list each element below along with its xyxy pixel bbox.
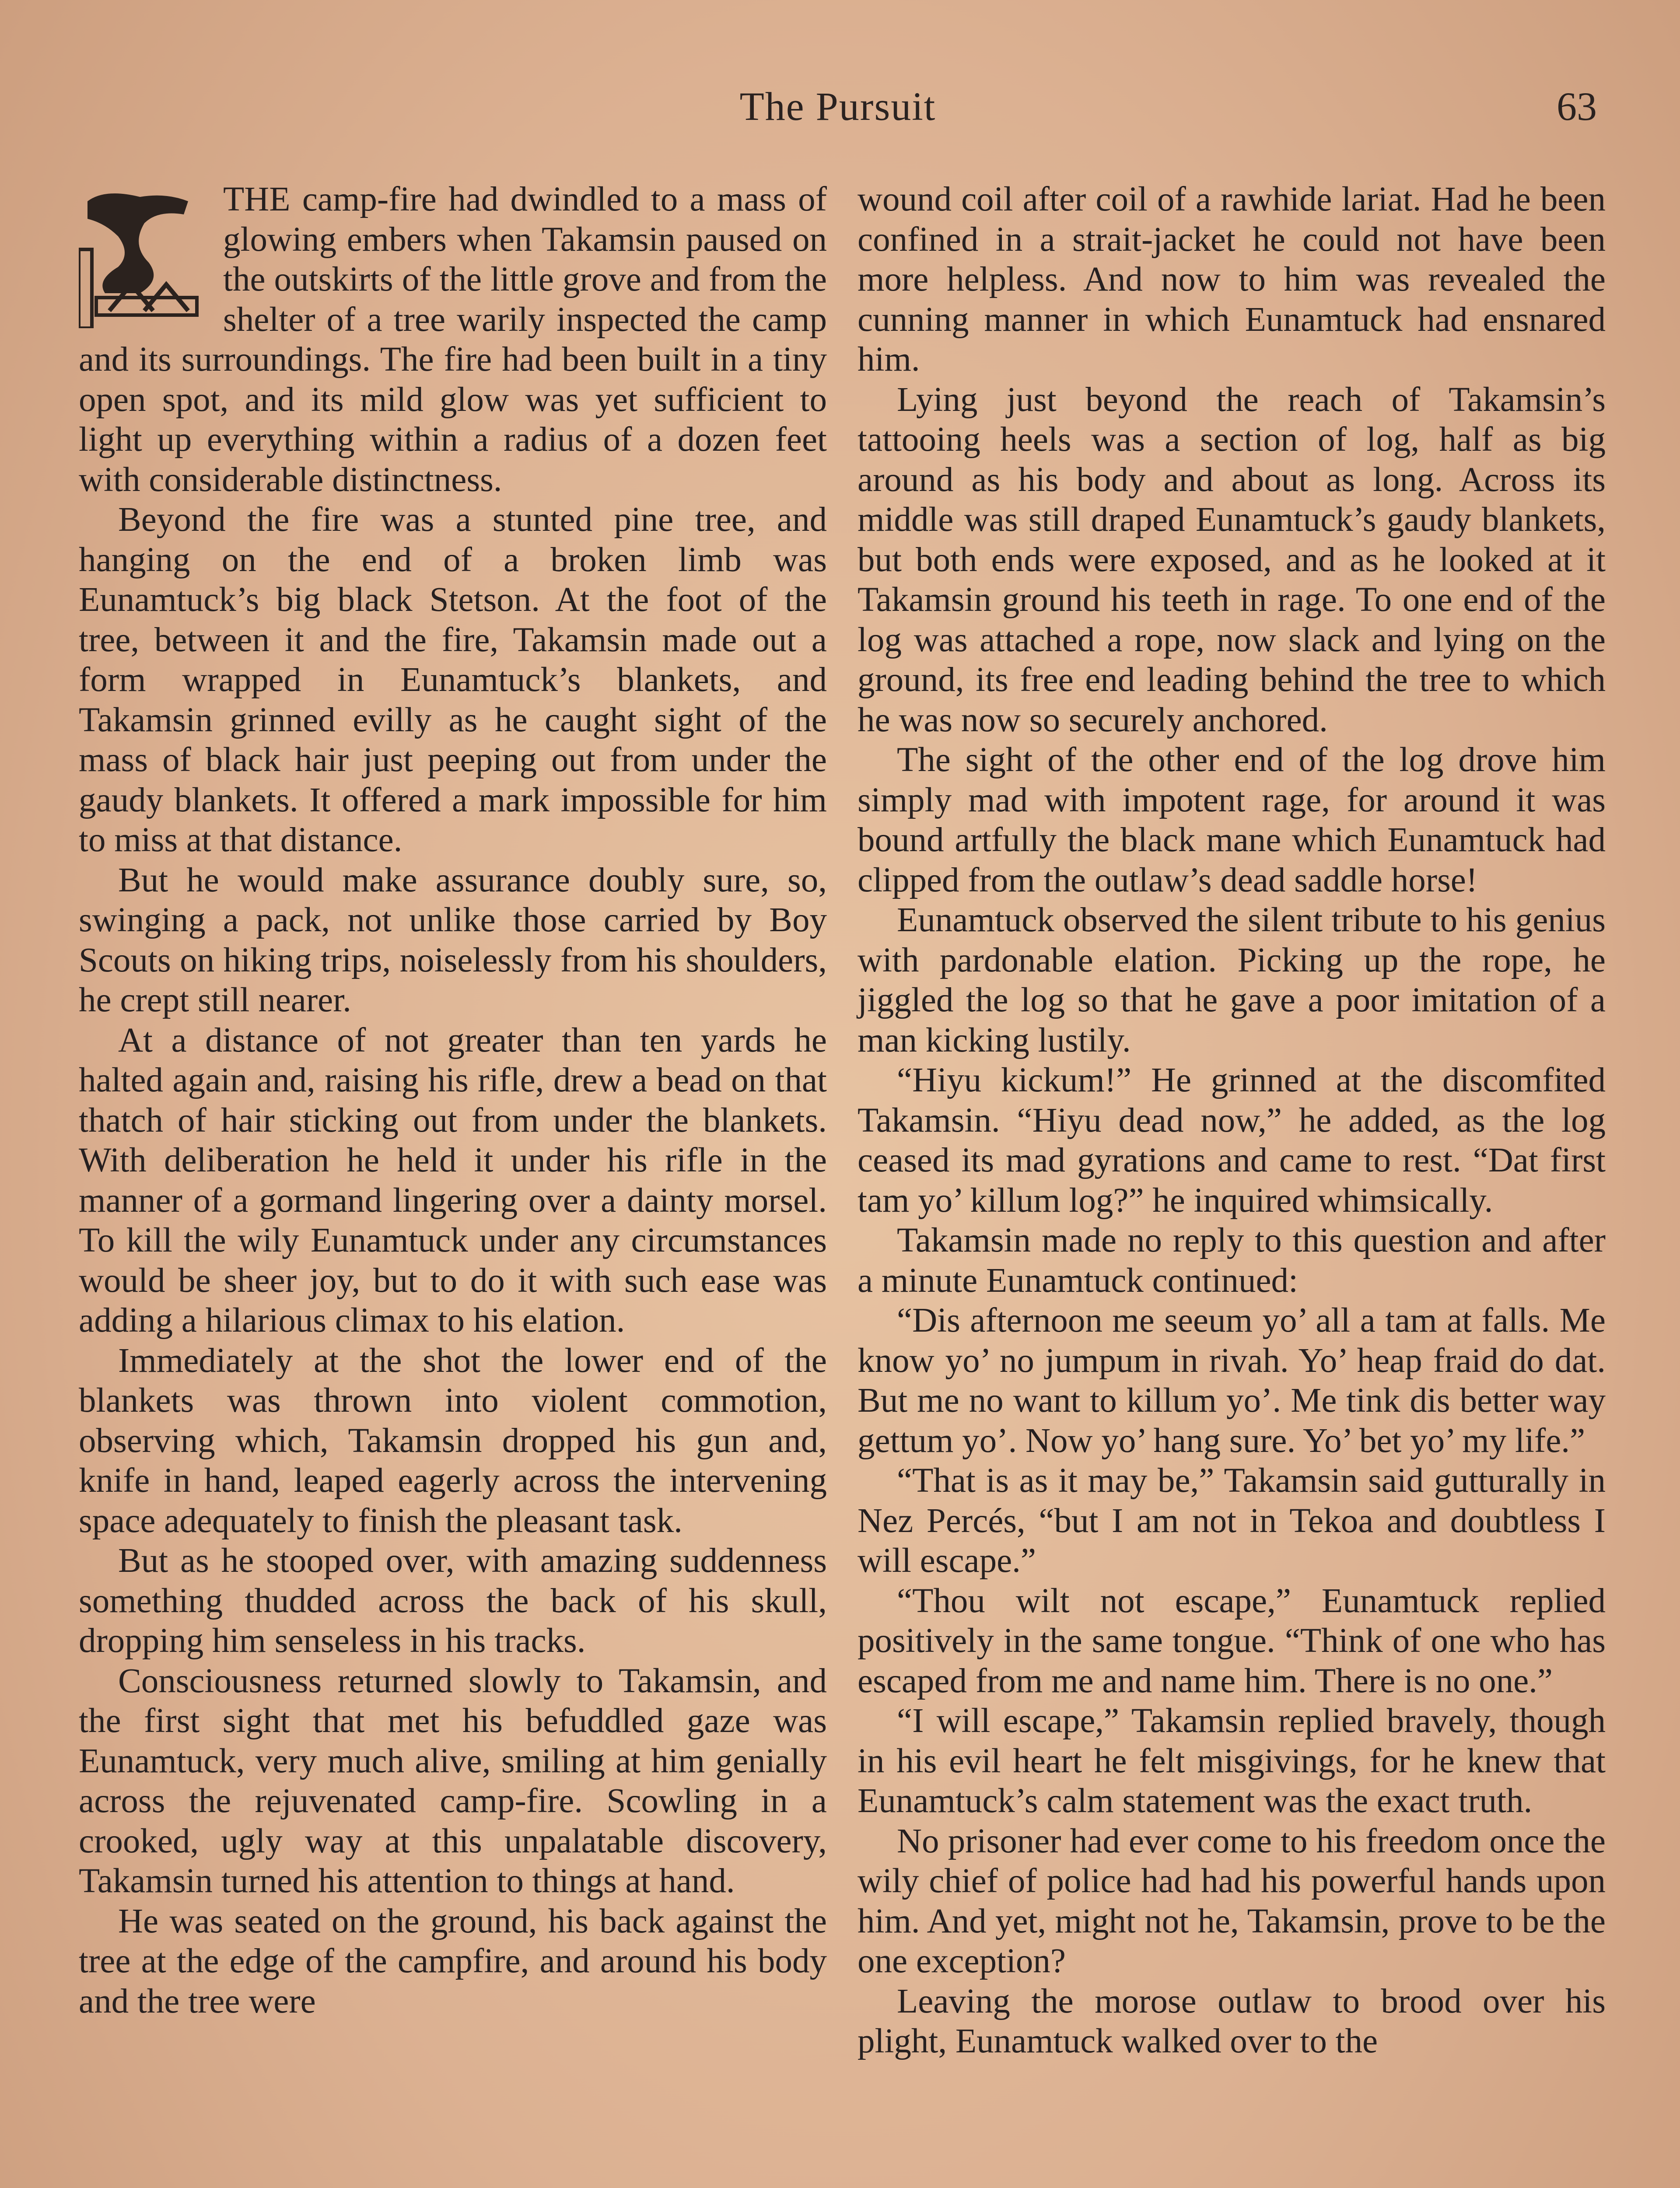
paragraph: wound coil after coil of a rawhide lariat. Had he been confined in a strait-jacket he could not have been more helpless. And now to him was revealed the cunning manner in which Eunamtuck had ensnared him. [858,180,1606,379]
paragraph: No prisoner had ever come to his freedom once the wily chief of police had had his powerful hands upon him. And yet, might not he, Takamsin, prove to be the one exception? [858,1822,1606,1980]
paragraph: “Thou wilt not escape,” Eunamtuck replied positively in the same tongue. “Think of one who has escaped from me and name him. There is no one.” [858,1581,1606,1700]
paragraph: But he would make assurance doubly sure, so, swinging a pack, not unlike those carried by Boy Scouts on hiking trips, noiselessly from his shoulders, he crept still nearer. [79,861,827,1019]
paragraph: At a distance of not greater than ten yards he halted again and, raising his rifle, drew a bead on that thatch of hair sticking out from under the blankets. With deliberation he held it under his rifle in the manner of a gormand lingering over a dainty morsel. To kill the wily Eunamtuck under any circumstances would be sheer joy, but to do it with such ease was adding a hilarious climax to his elation. [79,1021,827,1339]
paragraph: Leaving the morose outlaw to brood over his plight, Eunamtuck walked over to the [858,1982,1606,2060]
paragraph: Beyond the fire was a stunted pine tree, and hanging on the end of a broken limb was Eunamtuck’s big black Stetson. At the foot of the tree, between it and the fire, Takamsin made out a form wrapped in Eunamtuck’s blankets, and Takamsin grinned evilly as he caught sight of the mass of black hair just peeping out from under the gaudy blankets. It offered a mark impossible for him to miss at that distance. [79,501,827,859]
left-column [79,179,827,2021]
paragraph: Lying just beyond the reach of Takamsin’s tattooing heels was a section of log, half as big around as his body and about as long. Across its middle was still draped Eunamtuck’s gaudy blankets, but both ends were exposed, and as he looked at it Takamsin ground his teeth in rage. To one end of the log was attached a rope, now slack and lying on the ground, its free end leading behind the tree to which he was now so securely anchored. [858,380,1606,739]
page-header [79,83,1597,140]
paragraph: “Hiyu kickum!” He grinned at the discomfited Takamsin. “Hiyu dead now,” he added, as the log ceased its mad gyrations and came to rest. “Dat first tam yo’ killum log?” he inquired whimsically. [858,1061,1606,1220]
page-number: 63 [1557,84,1597,129]
paragraph: He was seated on the ground, his back against the tree at the edge of the campfire, and around his body and the tree were [79,1902,827,2020]
paragraph: Takamsin made no reply to this question and after a minute Eunamtuck continued: [858,1221,1606,1300]
running-title: The Pursuit [739,84,936,129]
paragraph: Eunamtuck observed the silent tribute to his genius with pardonable elation. Picking up the rope, he jiggled the log so that he gave a poor imitation of a man kicking lustily. [858,901,1606,1059]
paragraph: “Dis afternoon me seeum yo’ all a tam at falls. Me know yo’ no jumpum in rivah. Yo’ heap fraid do dat. But me no want to killum yo’. Me tink dis better way gettum yo’. Now yo’ hang sure. Yo’ bet yo’ my life.” [858,1301,1606,1460]
paragraph: “That is as it may be,” Takamsin said gutturally in Nez Percés, “but I am not in Tekoa and doubtless I will escape.” [858,1462,1606,1580]
paragraph: The sight of the other end of the log drove him simply mad with impotent rage, for around it was bound artfully the black mane which Eunamtuck had clipped from the outlaw’s dead saddle horse! [858,741,1606,899]
paragraph: Consciousness returned slowly to Takamsin, and the first sight that met his befuddled gaze was Eunamtuck, very much alive, smiling at him genially across the rejuvenated camp-fire. Scowling in a crooked, ugly way at this unpalatable discovery, Takamsin turned his attention to things at hand. [79,1662,827,1900]
paragraph: THE camp-fire had dwindled to a mass of glowing embers when Takamsin paused on the outskirts of the little grove and from the shelter of a tree warily inspected the camp and its surroundings. The fire had been built in a tiny open spot, and its mild glow was yet sufficient to light up everything within a radius of a dozen feet with considerable distinctness. [79,180,827,499]
paragraph: “I will escape,” Takamsin replied bravely, though in his evil heart he felt misgivings, for he knew that Eunamtuck’s calm statement was the exact truth. [858,1702,1606,1820]
paragraph: But as he stooped over, with amazing suddenness something thudded across the back of his skull, dropping him senseless in his tracks. [79,1542,827,1660]
paragraph: Immediately at the shot the lower end of the blankets was thrown into violent commotion, observing which, Takamsin dropped his gun and, knife in hand, leaped eagerly across the intervening space adequately to finish the pleasant task. [79,1341,827,1540]
right-column [858,179,1606,2062]
drop-cap-illustration [79,184,210,328]
